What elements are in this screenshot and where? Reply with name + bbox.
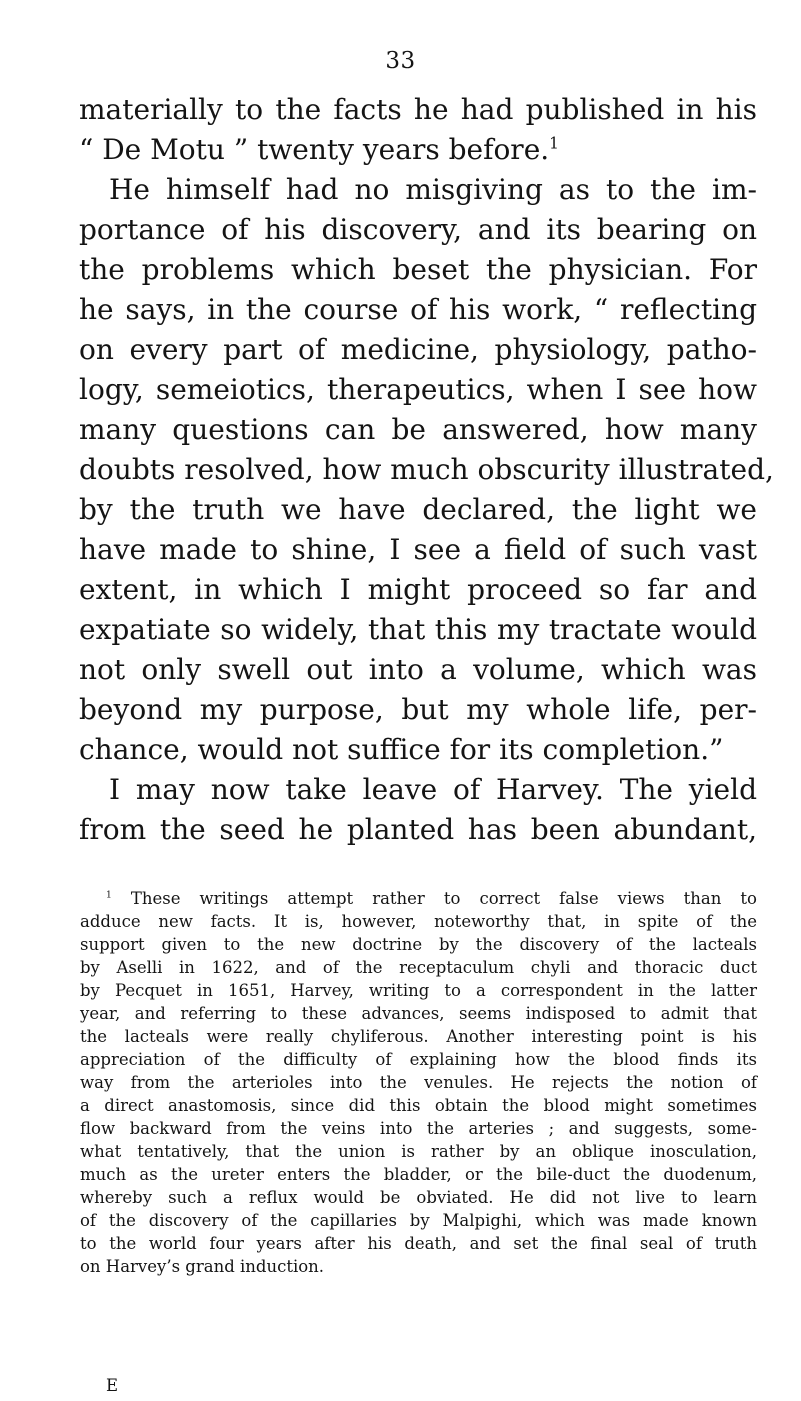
body-line: many questions can be answered, how many <box>79 413 757 446</box>
body-line: have made to shine, I see a field of such vast <box>79 533 757 566</box>
footnote-line: to the world four years after his death, and set the final seal of truth <box>80 1234 757 1253</box>
body-line: portance of his discovery, and its bearing on <box>79 213 757 246</box>
body-line: not only swell out into a volume, which was <box>79 653 757 686</box>
footnote-line: adduce new facts. It is, however, noteworthy that, in spite of the <box>80 912 757 931</box>
footnote-line: whereby such a reflux would be obviated. He did not live to learn <box>80 1188 757 1207</box>
footnote-line-text: These writings attempt rather to correct false views than to <box>130 889 757 908</box>
body-line: extent, in which I might proceed so far and <box>79 573 757 606</box>
footnote-line: what tentatively, that the union is rather by an oblique inosculation, <box>80 1142 757 1161</box>
body-line: chance, would not suffice for its completion.” <box>79 733 724 766</box>
body-line: expatiate so widely, that this my tractate would <box>79 613 757 646</box>
footnote-line: of the discovery of the capillaries by Malpighi, which was made known <box>80 1211 757 1230</box>
body-line: the problems which beset the physician. For <box>79 253 757 286</box>
body-line <box>79 133 757 167</box>
footnote-line: much as the ureter enters the bladder, or the bile-duct the duodenum, <box>80 1165 757 1184</box>
footnote-line: support given to the new doctrine by the discovery of the lacteals <box>80 935 757 954</box>
footnote-line: the lacteals were really chyliferous. Another interesting point is his <box>80 1027 757 1046</box>
body-line: He himself had no misgiving as to the im- <box>109 173 757 206</box>
footnote-line: way from the arterioles into the venules. He rejects the notion of <box>80 1073 757 1092</box>
body-line: materially to the facts he had published in his <box>79 93 757 126</box>
footnote-line <box>106 888 757 910</box>
footnote-line: year, and referring to these advances, seems indisposed to admit that <box>80 1004 757 1023</box>
body-line: beyond my purpose, but my whole life, per- <box>79 693 757 726</box>
footnote-marker: 1 <box>106 890 112 901</box>
footnote-line: flow backward from the veins into the arteries ; and suggests, some- <box>80 1119 757 1138</box>
footnote-line: by Aselli in 1622, and of the receptaculum chyli and thoracic duct <box>80 958 757 977</box>
page-number: 33 <box>385 48 416 74</box>
footnote-line: appreciation of the difficulty of explaining how the blood finds its <box>80 1050 757 1069</box>
signature-mark: E <box>106 1376 119 1395</box>
body-line: logy, semeiotics, therapeutics, when I see how <box>79 373 757 406</box>
body-line: by the truth we have declared, the light we <box>79 493 757 526</box>
footnote-line: by Pecquet in 1651, Harvey, writing to a correspondent in the latter <box>80 981 757 1000</box>
footnote-line: on Harvey’s grand induction. <box>80 1257 325 1276</box>
body-line: on every part of medicine, physiology, patho- <box>79 333 757 366</box>
body-line: from the seed he planted has been abundant, <box>79 813 757 846</box>
footnote-reference: 1 <box>549 134 559 153</box>
body-line: I may now take leave of Harvey. The yield <box>109 773 757 806</box>
body-line: he says, in the course of his work, “ reflecting <box>79 293 757 326</box>
footnote-line: a direct anastomosis, since did this obtain the blood might sometimes <box>80 1096 757 1115</box>
body-line-text: “ De Motu ” twenty years before. <box>79 133 550 166</box>
body-line: doubts resolved, how much obscurity illustrated, <box>79 453 774 486</box>
